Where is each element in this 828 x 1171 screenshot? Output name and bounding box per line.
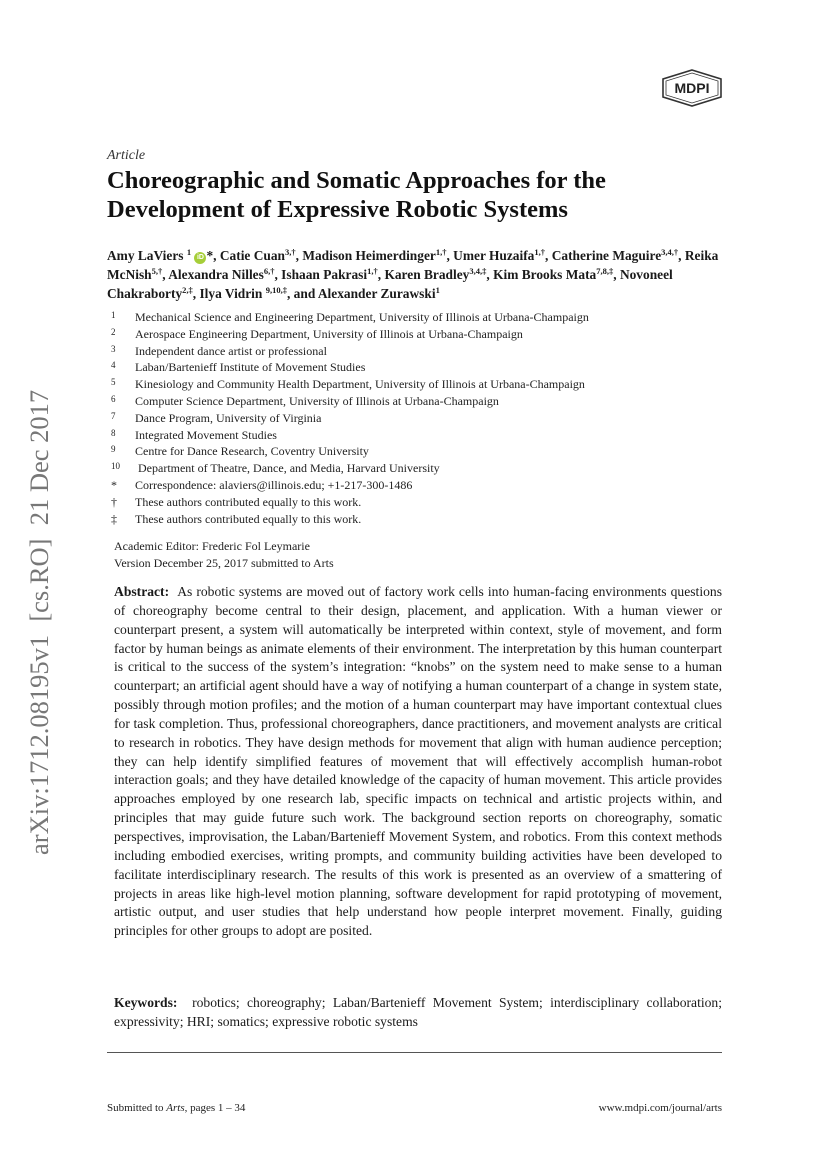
correspondence-text[interactable]: Correspondence: alaviers@illinois.edu; +1-217-300-1486: [135, 477, 413, 492]
mdpi-logo: [661, 69, 723, 107]
affiliation-mark: 4: [111, 360, 116, 371]
affiliation-mark: 2: [111, 326, 116, 337]
article-type: Article: [107, 148, 146, 163]
affiliation-item: [107, 393, 727, 410]
author-affil: 1: [186, 247, 192, 257]
affiliation-item: [107, 460, 727, 477]
author-name: Amy LaViers: [107, 248, 184, 263]
title-line-1: Choreographic and Somatic Approaches for the: [107, 167, 606, 194]
author-affil: 7,8,‡: [596, 266, 614, 276]
author-name: Catherine Maguire: [551, 248, 662, 263]
author-affil: 1: [435, 285, 440, 295]
version-line: Version December 25, 2017 submitted to Arts: [114, 556, 334, 570]
arxiv-sidebar: [4, 350, 64, 870]
affiliation-mark: 7: [111, 410, 116, 421]
keywords-text: robotics; choreography; Laban/Bartenieff Movement System; interdisciplinary collaboration; expressivity; HRI; somatics; expressive robotic systems: [114, 995, 723, 1029]
author-name: Umer Huzaifa: [453, 248, 535, 263]
affiliation-item: [107, 343, 727, 360]
keywords: [114, 993, 722, 1031]
author-name: Alexander Zurawski: [317, 286, 436, 301]
author-name: Ishaan Pakrasi: [281, 267, 368, 282]
affiliation-mark: 10: [111, 461, 120, 472]
footer-submission: [107, 1102, 245, 1114]
author-affil: 3,†: [284, 247, 296, 257]
title-line-2: Development of Expressive Robotic Systems: [107, 195, 568, 223]
affiliation-text: Centre for Dance Research, Coventry University: [135, 444, 369, 459]
footer-journal: Arts: [166, 1102, 185, 1114]
author-conj: and: [293, 286, 316, 301]
author-name: Madison Heimerdinger: [302, 248, 436, 263]
author-name: Reika McNish: [107, 248, 719, 282]
affiliation-mark: ‡: [111, 511, 117, 526]
author-affil: 1,†: [367, 266, 378, 276]
affiliation-item: [107, 309, 727, 326]
author-affil: 2,‡: [182, 285, 193, 295]
footnote-text: These authors contributed equally to this work.: [135, 511, 362, 526]
author-name: Novoneel Chakraborty: [107, 267, 673, 301]
affiliation-item: [107, 359, 727, 376]
author-mark: *: [206, 248, 214, 263]
correspondence-item: [107, 477, 727, 494]
affiliation-text: Independent dance artist or professional: [135, 343, 327, 358]
affiliation-mark: 5: [111, 377, 116, 388]
affiliation-item: [107, 443, 727, 460]
affiliation-text: Aerospace Engineering Department, University of Illinois at Urbana-Champaign: [135, 326, 523, 341]
affiliation-text: Mechanical Science and Engineering Department, University of Illinois at Urbana-Champaign: [135, 310, 589, 324]
author-name: Catie Cuan: [219, 248, 285, 263]
paper-title: [107, 167, 707, 224]
author-affil: 1,†: [534, 247, 545, 257]
author-affil: 9,10,‡: [265, 285, 287, 295]
affiliation-text: Laban/Bartenieff Institute of Movement Studies: [135, 360, 366, 375]
footnote-text: These authors contributed equally to this work.: [135, 494, 362, 509]
affiliation-item: [107, 427, 727, 444]
author-affil: 6,†: [263, 266, 275, 276]
affiliation-text: Computer Science Department, University of Illinois at Urbana-Champaign: [135, 393, 499, 408]
mdpi-logo-text: MDPI: [674, 80, 710, 96]
abstract-text: As robotic systems are moved out of factory work cells into human-facing environments questions of choreography become central to their design, placement, and application. With a human viewer or counterpart present, a system will automatically be interpreted within context, style of movement, and form factor by human beings as animate elements of their environment. The interpretation by this human counterpart is critical to the success of the system’s integration: “knobs” on the system need to make sense to a human counterpart; an artificial agent should have a way of notifying a human counterpart of a change in system state, possibly through motion profiles; and the motion of a human counterpart may have important contextual clues for task completion. Thus, professional choreographers, dance practitioners, and movement analysts are critical to research in robotics. They have design methods for movement that align with human audience perception; they can help identify simplified features of movement that will effectively accomplish human-robot interaction goals; and they have detailed knowledge of the capacity of human movement. This article provides approaches employed by one research lab, specific impacts on technical and artistic projects within, and principles that may guide future such work. The background section reports on choreography, somatic perspectives, improvisation, the Laban/Bartenieff Movement System, and robotics. From this context methods including embodied exercises, writing prompts, and community building activities have been developed to facilitate interdisciplinary research. The results of this work is presented as an overview of a smattering of projects in areas like high-level motion planning, software development for rapid prototyping of movement, artistic output, and user studies that help understand how people interpret movement. Finally, guiding principles for other groups to adopt are posited.: [114, 584, 722, 939]
affiliation-item: [107, 326, 727, 343]
affiliation-mark: 6: [111, 393, 116, 404]
affiliation-item: [107, 376, 727, 393]
academic-editor: Academic Editor: Frederic Fol Leymarie: [114, 539, 310, 553]
footer-url[interactable]: www.mdpi.com/journal/arts: [598, 1102, 722, 1114]
affiliation-mark: *: [111, 477, 117, 492]
affiliation-text: Department of Theatre, Dance, and Media, Harvard University: [138, 461, 440, 476]
affiliation-mark: 8: [111, 427, 116, 438]
footer-prefix: Submitted to: [107, 1102, 164, 1114]
author-affil: 5,†: [151, 266, 163, 276]
editor-info: [114, 538, 334, 572]
abstract-label: Abstract:: [114, 584, 170, 599]
arxiv-id: arXiv:1712.08195v1 [cs.RO] 21 Dec 2017: [24, 389, 54, 855]
affiliation-mark: †: [111, 494, 117, 509]
affiliation-text: Integrated Movement Studies: [135, 427, 277, 442]
affiliation-mark: 3: [111, 343, 116, 354]
author-list: Amy LaViers $^1$ iD *, Catie Cuan$^{3,\dagger}$, Madison Heimerdinger$^{1,\dagger}$, Umer Huzaifa$^{1,\dagger}$, Catherine Maguire$^{3,4,\dagger}$, Reika McNish$^{5,\dagger}$, Alexandra Nilles$^{6,\dagger}$, Ishaan Pakrasi$^{1,\dagger}$, Karen Bradley$^{3,4,\ddagger}$, Kim Brooks Mata$^{7,8,\ddagger}$, Novoneel Chakraborty$^{2,\ddagger}$, Ilya Vidrin $^{9,10,\ddagger}$, and Alexander Zurawski$^1$: [107, 247, 719, 301]
author-name: Alexandra Nilles: [168, 267, 264, 282]
author-name: Kim Brooks Mata: [493, 267, 597, 282]
footer-pages: , pages 1 – 34: [184, 1102, 246, 1114]
author-affil: 3,4,‡: [469, 266, 487, 276]
affiliation-item: [107, 410, 727, 427]
affiliation-list: [107, 309, 727, 527]
affiliation-mark: 9: [111, 444, 116, 455]
footnote-item: [107, 494, 727, 511]
abstract: [114, 583, 722, 941]
author-affil: 1,†: [435, 247, 447, 257]
affiliation-mark: 1: [111, 310, 116, 320]
author-name: Karen Bradley: [384, 267, 470, 282]
orcid-icon[interactable]: iD: [194, 252, 206, 264]
footnote-item: [107, 511, 727, 528]
affiliation-text: Dance Program, University of Virginia: [135, 410, 322, 425]
affiliation-text: Kinesiology and Community Health Department, University of Illinois at Urbana-Champaign: [135, 377, 585, 392]
divider: [107, 1052, 722, 1053]
keywords-label: Keywords:: [114, 995, 178, 1010]
author-affil: 3,4,†: [661, 247, 679, 257]
author-name: Ilya Vidrin: [199, 286, 263, 301]
